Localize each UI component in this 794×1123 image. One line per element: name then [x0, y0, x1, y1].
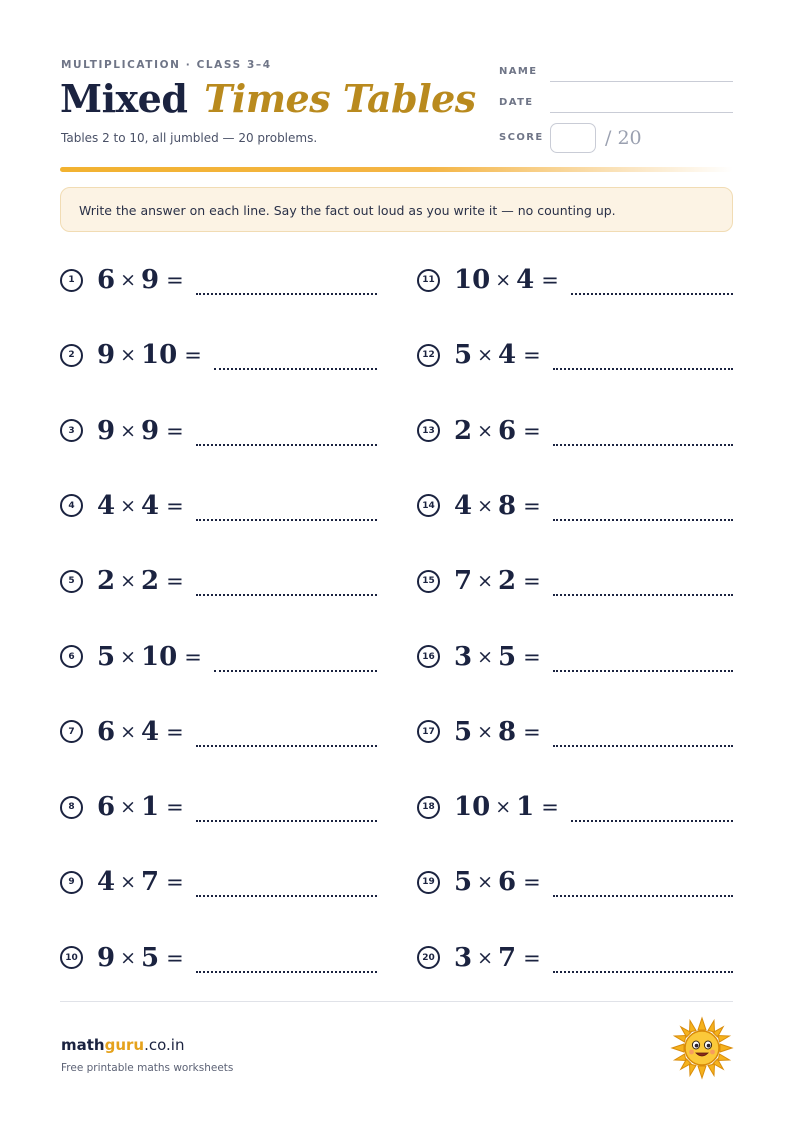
- answer-line[interactable]: [553, 594, 733, 596]
- problem-number: 17: [417, 720, 440, 743]
- brand-accent: guru: [104, 1036, 145, 1054]
- equals-sign: =: [166, 268, 184, 292]
- factor-a: 3: [454, 641, 473, 672]
- answer-line[interactable]: [196, 444, 377, 446]
- equals-sign: =: [166, 493, 184, 518]
- answer-line[interactable]: [196, 519, 377, 521]
- factor-b: 2: [141, 566, 160, 597]
- problem-number: 9: [60, 871, 83, 894]
- equals-sign: =: [166, 418, 184, 443]
- answer-line[interactable]: [196, 745, 377, 747]
- problem-number: 19: [417, 871, 440, 894]
- date-label: DATE: [499, 97, 534, 108]
- factor-a: 2: [454, 415, 473, 446]
- problem-expression: [454, 265, 559, 295]
- problem-expression: [97, 792, 184, 822]
- factor-b: 9: [141, 415, 160, 446]
- equals-sign: =: [184, 644, 202, 669]
- eyebrow: MULTIPLICATION · CLASS 3–4: [61, 59, 272, 71]
- factor-b: 9: [141, 265, 160, 295]
- problem-item: [417, 938, 733, 978]
- problem-number: 2: [60, 344, 83, 367]
- equals-sign: =: [523, 644, 541, 669]
- score-box[interactable]: [550, 123, 596, 153]
- factor-b: 8: [498, 490, 517, 521]
- factor-a: 6: [97, 716, 116, 747]
- problem-item: [60, 938, 377, 978]
- equals-sign: =: [166, 795, 184, 820]
- answer-line[interactable]: [214, 368, 377, 370]
- problem-item: [60, 335, 377, 375]
- problem-expression: [454, 416, 541, 446]
- problem-number: 13: [417, 419, 440, 442]
- times-sign: ×: [120, 796, 137, 819]
- factor-b: 4: [141, 490, 160, 521]
- factor-a: 4: [97, 490, 116, 521]
- factor-a: 5: [454, 867, 473, 898]
- factor-a: 5: [97, 641, 116, 672]
- instructions-callout: Write the answer on each line. Say the fact out loud as you write it — no counting up.: [60, 187, 733, 232]
- title-main: Mixed: [60, 76, 188, 121]
- factor-b: 5: [141, 942, 160, 973]
- problem-item: [60, 637, 377, 677]
- equals-sign: =: [541, 268, 559, 292]
- factor-a: 9: [97, 415, 116, 446]
- name-field[interactable]: [550, 81, 733, 82]
- problem-item: [60, 260, 377, 300]
- factor-b: 2: [498, 566, 517, 597]
- score-total: / 20: [605, 127, 642, 149]
- name-label: NAME: [499, 66, 538, 77]
- subtitle: Tables 2 to 10, all jumbled — 20 problems.: [61, 131, 318, 145]
- factor-a: 3: [454, 942, 473, 973]
- problem-expression: [454, 943, 541, 973]
- factor-b: 5: [498, 641, 517, 672]
- problem-expression: [97, 491, 184, 521]
- factor-a: 10: [454, 265, 491, 295]
- answer-line[interactable]: [196, 820, 377, 822]
- problem-item: [60, 411, 377, 451]
- problem-item: [417, 411, 733, 451]
- problem-number: 14: [417, 494, 440, 517]
- factor-a: 4: [454, 490, 473, 521]
- score-label: SCORE: [499, 132, 544, 143]
- page-title: [60, 76, 476, 121]
- problem-number: 18: [417, 796, 440, 819]
- problem-expression: [97, 340, 202, 370]
- problem-number: 1: [60, 269, 83, 292]
- factor-b: 10: [141, 340, 178, 371]
- times-sign: ×: [120, 570, 137, 593]
- equals-sign: =: [523, 945, 541, 970]
- times-sign: ×: [120, 871, 137, 894]
- problem-number: 4: [60, 494, 83, 517]
- problem-expression: [97, 642, 202, 672]
- factor-a: 5: [454, 340, 473, 371]
- title-accent: Times Tables: [204, 76, 476, 121]
- answer-line[interactable]: [553, 895, 733, 897]
- answer-line[interactable]: [553, 444, 733, 446]
- factor-b: 8: [498, 716, 517, 747]
- answer-line[interactable]: [571, 293, 733, 295]
- factor-a: 4: [97, 867, 116, 898]
- equals-sign: =: [184, 343, 202, 368]
- problem-item: [60, 712, 377, 752]
- problem-expression: [97, 416, 184, 446]
- times-sign: ×: [120, 269, 137, 291]
- problem-number: 15: [417, 570, 440, 593]
- header-rule: [60, 167, 733, 172]
- answer-line[interactable]: [196, 594, 377, 596]
- answer-line[interactable]: [196, 895, 377, 897]
- factor-b: 6: [498, 415, 517, 446]
- times-sign: ×: [495, 796, 512, 819]
- problem-item: [60, 561, 377, 601]
- times-sign: ×: [120, 419, 137, 442]
- brand-prefix: math: [61, 1036, 105, 1054]
- answer-line[interactable]: [553, 971, 733, 973]
- factor-b: 4: [141, 716, 160, 747]
- answer-line[interactable]: [553, 670, 733, 672]
- factor-b: 1: [516, 792, 535, 823]
- problem-number: 7: [60, 720, 83, 743]
- factor-b: 7: [141, 867, 160, 898]
- problem-item: [60, 787, 377, 827]
- factor-b: 1: [141, 792, 160, 823]
- times-sign: ×: [477, 419, 494, 442]
- problem-number: 8: [60, 796, 83, 819]
- factor-a: 6: [97, 265, 116, 295]
- answer-line[interactable]: [553, 519, 733, 521]
- times-sign: ×: [120, 494, 137, 517]
- answer-line[interactable]: [196, 293, 377, 295]
- problem-item: [417, 862, 733, 902]
- factor-b: 4: [516, 265, 535, 295]
- factor-b: 6: [498, 867, 517, 898]
- problem-number: 16: [417, 645, 440, 668]
- problem-expression: [97, 867, 184, 897]
- answer-line[interactable]: [196, 971, 377, 973]
- times-sign: ×: [495, 269, 512, 291]
- problem-expression: [97, 265, 184, 295]
- date-field[interactable]: [550, 112, 733, 113]
- problem-expression: [454, 792, 559, 822]
- factor-a: 5: [454, 716, 473, 747]
- factor-a: 2: [97, 566, 116, 597]
- problem-expression: [97, 717, 184, 747]
- times-sign: ×: [477, 720, 494, 743]
- answer-line[interactable]: [571, 820, 733, 822]
- factor-a: 9: [97, 942, 116, 973]
- times-sign: ×: [477, 871, 494, 894]
- times-sign: ×: [477, 570, 494, 593]
- problem-number: 10: [60, 946, 83, 969]
- problem-expression: [454, 566, 541, 596]
- brand-tld: .co.in: [144, 1036, 185, 1054]
- times-sign: ×: [120, 645, 137, 668]
- equals-sign: =: [166, 569, 184, 594]
- problem-item: [417, 637, 733, 677]
- sun-mascot-icon: [670, 1016, 734, 1080]
- equals-sign: =: [523, 343, 541, 368]
- factor-a: 10: [454, 792, 491, 823]
- answer-line[interactable]: [553, 368, 733, 370]
- problem-expression: [454, 340, 541, 370]
- problem-item: [60, 486, 377, 526]
- problem-item: [417, 335, 733, 375]
- equals-sign: =: [166, 719, 184, 744]
- factor-a: 6: [97, 792, 116, 823]
- times-sign: ×: [120, 720, 137, 743]
- times-sign: ×: [477, 344, 494, 367]
- problem-expression: [454, 491, 541, 521]
- equals-sign: =: [523, 719, 541, 744]
- problem-expression: [97, 943, 184, 973]
- problem-item: [417, 712, 733, 752]
- problem-item: [417, 260, 733, 300]
- times-sign: ×: [477, 645, 494, 668]
- problem-number: 5: [60, 570, 83, 593]
- equals-sign: =: [523, 418, 541, 443]
- problem-item: [417, 787, 733, 827]
- problem-expression: [454, 642, 541, 672]
- problem-number: 6: [60, 645, 83, 668]
- problem-expression: [97, 566, 184, 596]
- problem-expression: [454, 867, 541, 897]
- equals-sign: =: [166, 945, 184, 970]
- problem-item: [417, 561, 733, 601]
- answer-line[interactable]: [553, 745, 733, 747]
- times-sign: ×: [477, 946, 494, 969]
- equals-sign: =: [523, 870, 541, 895]
- equals-sign: =: [523, 493, 541, 518]
- equals-sign: =: [523, 569, 541, 594]
- factor-a: 9: [97, 340, 116, 371]
- times-sign: ×: [120, 344, 137, 367]
- brand-logo: [61, 1036, 184, 1054]
- answer-line[interactable]: [214, 670, 377, 672]
- problem-number: 12: [417, 344, 440, 367]
- equals-sign: =: [166, 870, 184, 895]
- equals-sign: =: [541, 795, 559, 820]
- problem-item: [417, 486, 733, 526]
- problem-number: 11: [417, 269, 440, 292]
- footer-rule: [60, 1001, 733, 1002]
- factor-a: 7: [454, 566, 473, 597]
- problem-number: 20: [417, 946, 440, 969]
- times-sign: ×: [477, 494, 494, 517]
- problem-expression: [454, 717, 541, 747]
- problem-item: [60, 862, 377, 902]
- factor-b: 7: [498, 942, 517, 973]
- factor-b: 4: [498, 340, 517, 371]
- problem-number: 3: [60, 419, 83, 442]
- factor-b: 10: [141, 641, 178, 672]
- tagline: Free printable maths worksheets: [61, 1062, 234, 1074]
- times-sign: ×: [120, 946, 137, 969]
